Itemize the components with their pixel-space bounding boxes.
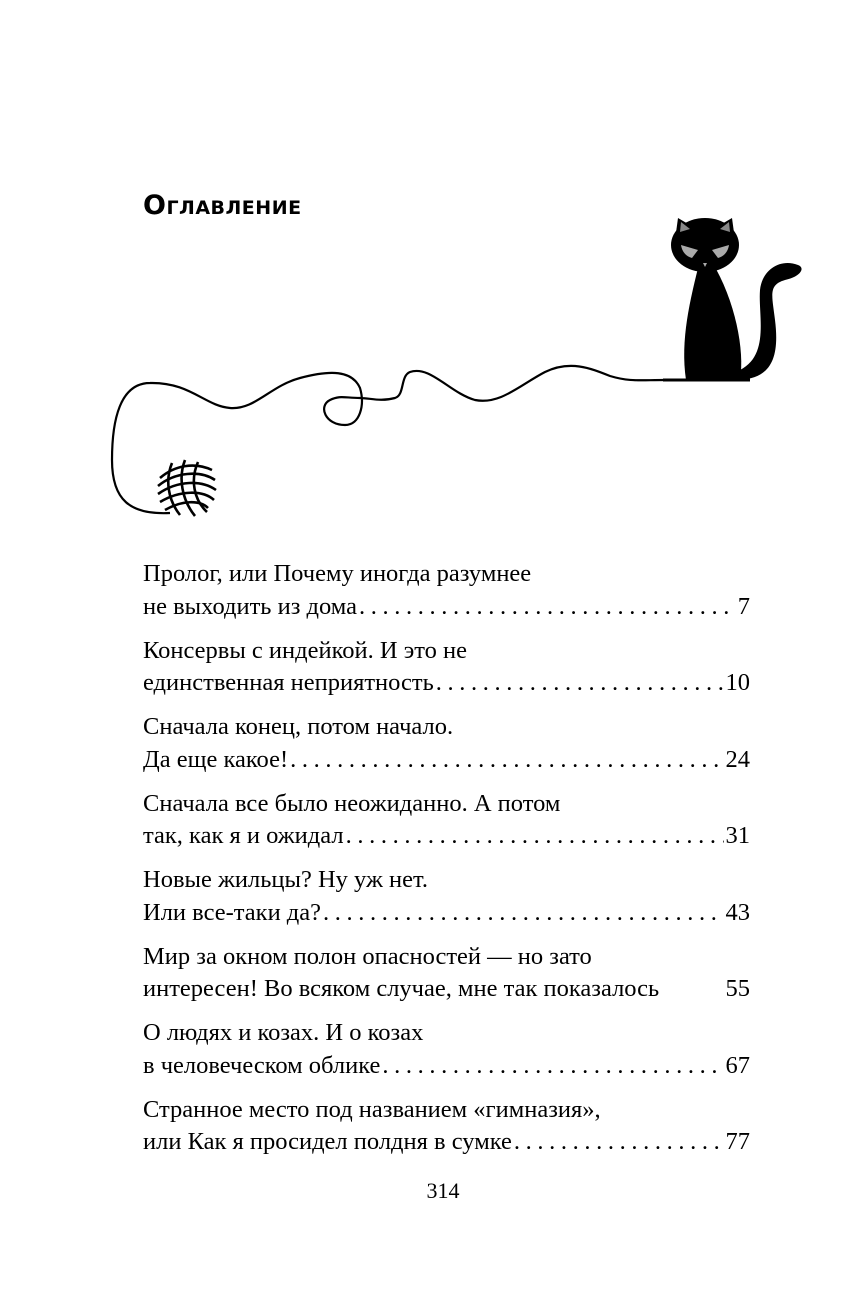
toc-entry[interactable] — [143, 1017, 750, 1082]
toc-entry[interactable] — [143, 711, 750, 776]
leader-dots — [359, 591, 736, 624]
entry-title-line1: Новые жильцы? Ну уж нет. — [143, 866, 429, 893]
cat-and-yarn-illustration — [0, 0, 844, 560]
entry-page-number: 55 — [725, 975, 750, 1002]
entry-title-line1: О людях и козах. И о козах — [143, 1019, 424, 1046]
entry-page-number: 31 — [725, 822, 750, 849]
black-cat-icon — [663, 218, 802, 380]
toc-entry[interactable] — [143, 864, 750, 929]
entry-page-number: 77 — [725, 1128, 750, 1155]
toc-entry[interactable] — [143, 635, 750, 700]
entry-title-line2: интересен! Во всяком случае, мне так показалось — [143, 975, 660, 1002]
entry-title-line1: Сначала конец, потом начало. — [143, 713, 454, 740]
toc-entry[interactable] — [143, 788, 750, 853]
leader-dots — [323, 897, 723, 930]
entry-title-line2: так, как я и ожидал — [143, 822, 344, 849]
page-title: Оглавление — [143, 190, 302, 221]
toc-entry[interactable] — [143, 941, 750, 1006]
toc-entry[interactable] — [143, 1094, 750, 1159]
entry-title-line2: в человеческом облике — [143, 1051, 381, 1079]
table-of-contents — [143, 558, 750, 1170]
leader-dots — [346, 820, 724, 853]
entry-title-line2: Или все-таки да? — [143, 898, 322, 926]
entry-title-line1: Консервы с индейкой. И это не — [143, 636, 467, 664]
leader-dots — [436, 667, 724, 700]
entry-title-line2: единственная неприятность — [143, 669, 434, 696]
yarn-ball-icon — [157, 460, 217, 516]
leader-dots — [382, 1050, 723, 1083]
entry-title-line2: не выходить из дома — [143, 592, 357, 620]
leader-dots — [290, 744, 723, 777]
entry-page-number: 7 — [737, 592, 750, 620]
entry-title-line2: Да еще какое! — [143, 745, 289, 773]
entry-page-number: 10 — [725, 669, 750, 696]
entry-title-line1: Мир за окном полон опасностей — но зато — [143, 942, 592, 970]
entry-page-number: 43 — [725, 898, 750, 926]
entry-page-number: 67 — [725, 1051, 750, 1079]
page-number: 314 — [426, 1178, 460, 1203]
entry-page-number: 24 — [725, 745, 750, 773]
entry-title-line2: или Как я просидел полдня в сумке — [143, 1128, 512, 1155]
entry-title-line1: Сначала все было неожиданно. А потом — [143, 789, 561, 817]
leader-dots — [514, 1126, 724, 1159]
toc-entry[interactable] — [143, 558, 750, 623]
entry-title-line1: Пролог, или Почему иногда разумнее — [143, 560, 532, 587]
entry-title-line1: Странное место под названием «гимназия», — [143, 1095, 601, 1123]
